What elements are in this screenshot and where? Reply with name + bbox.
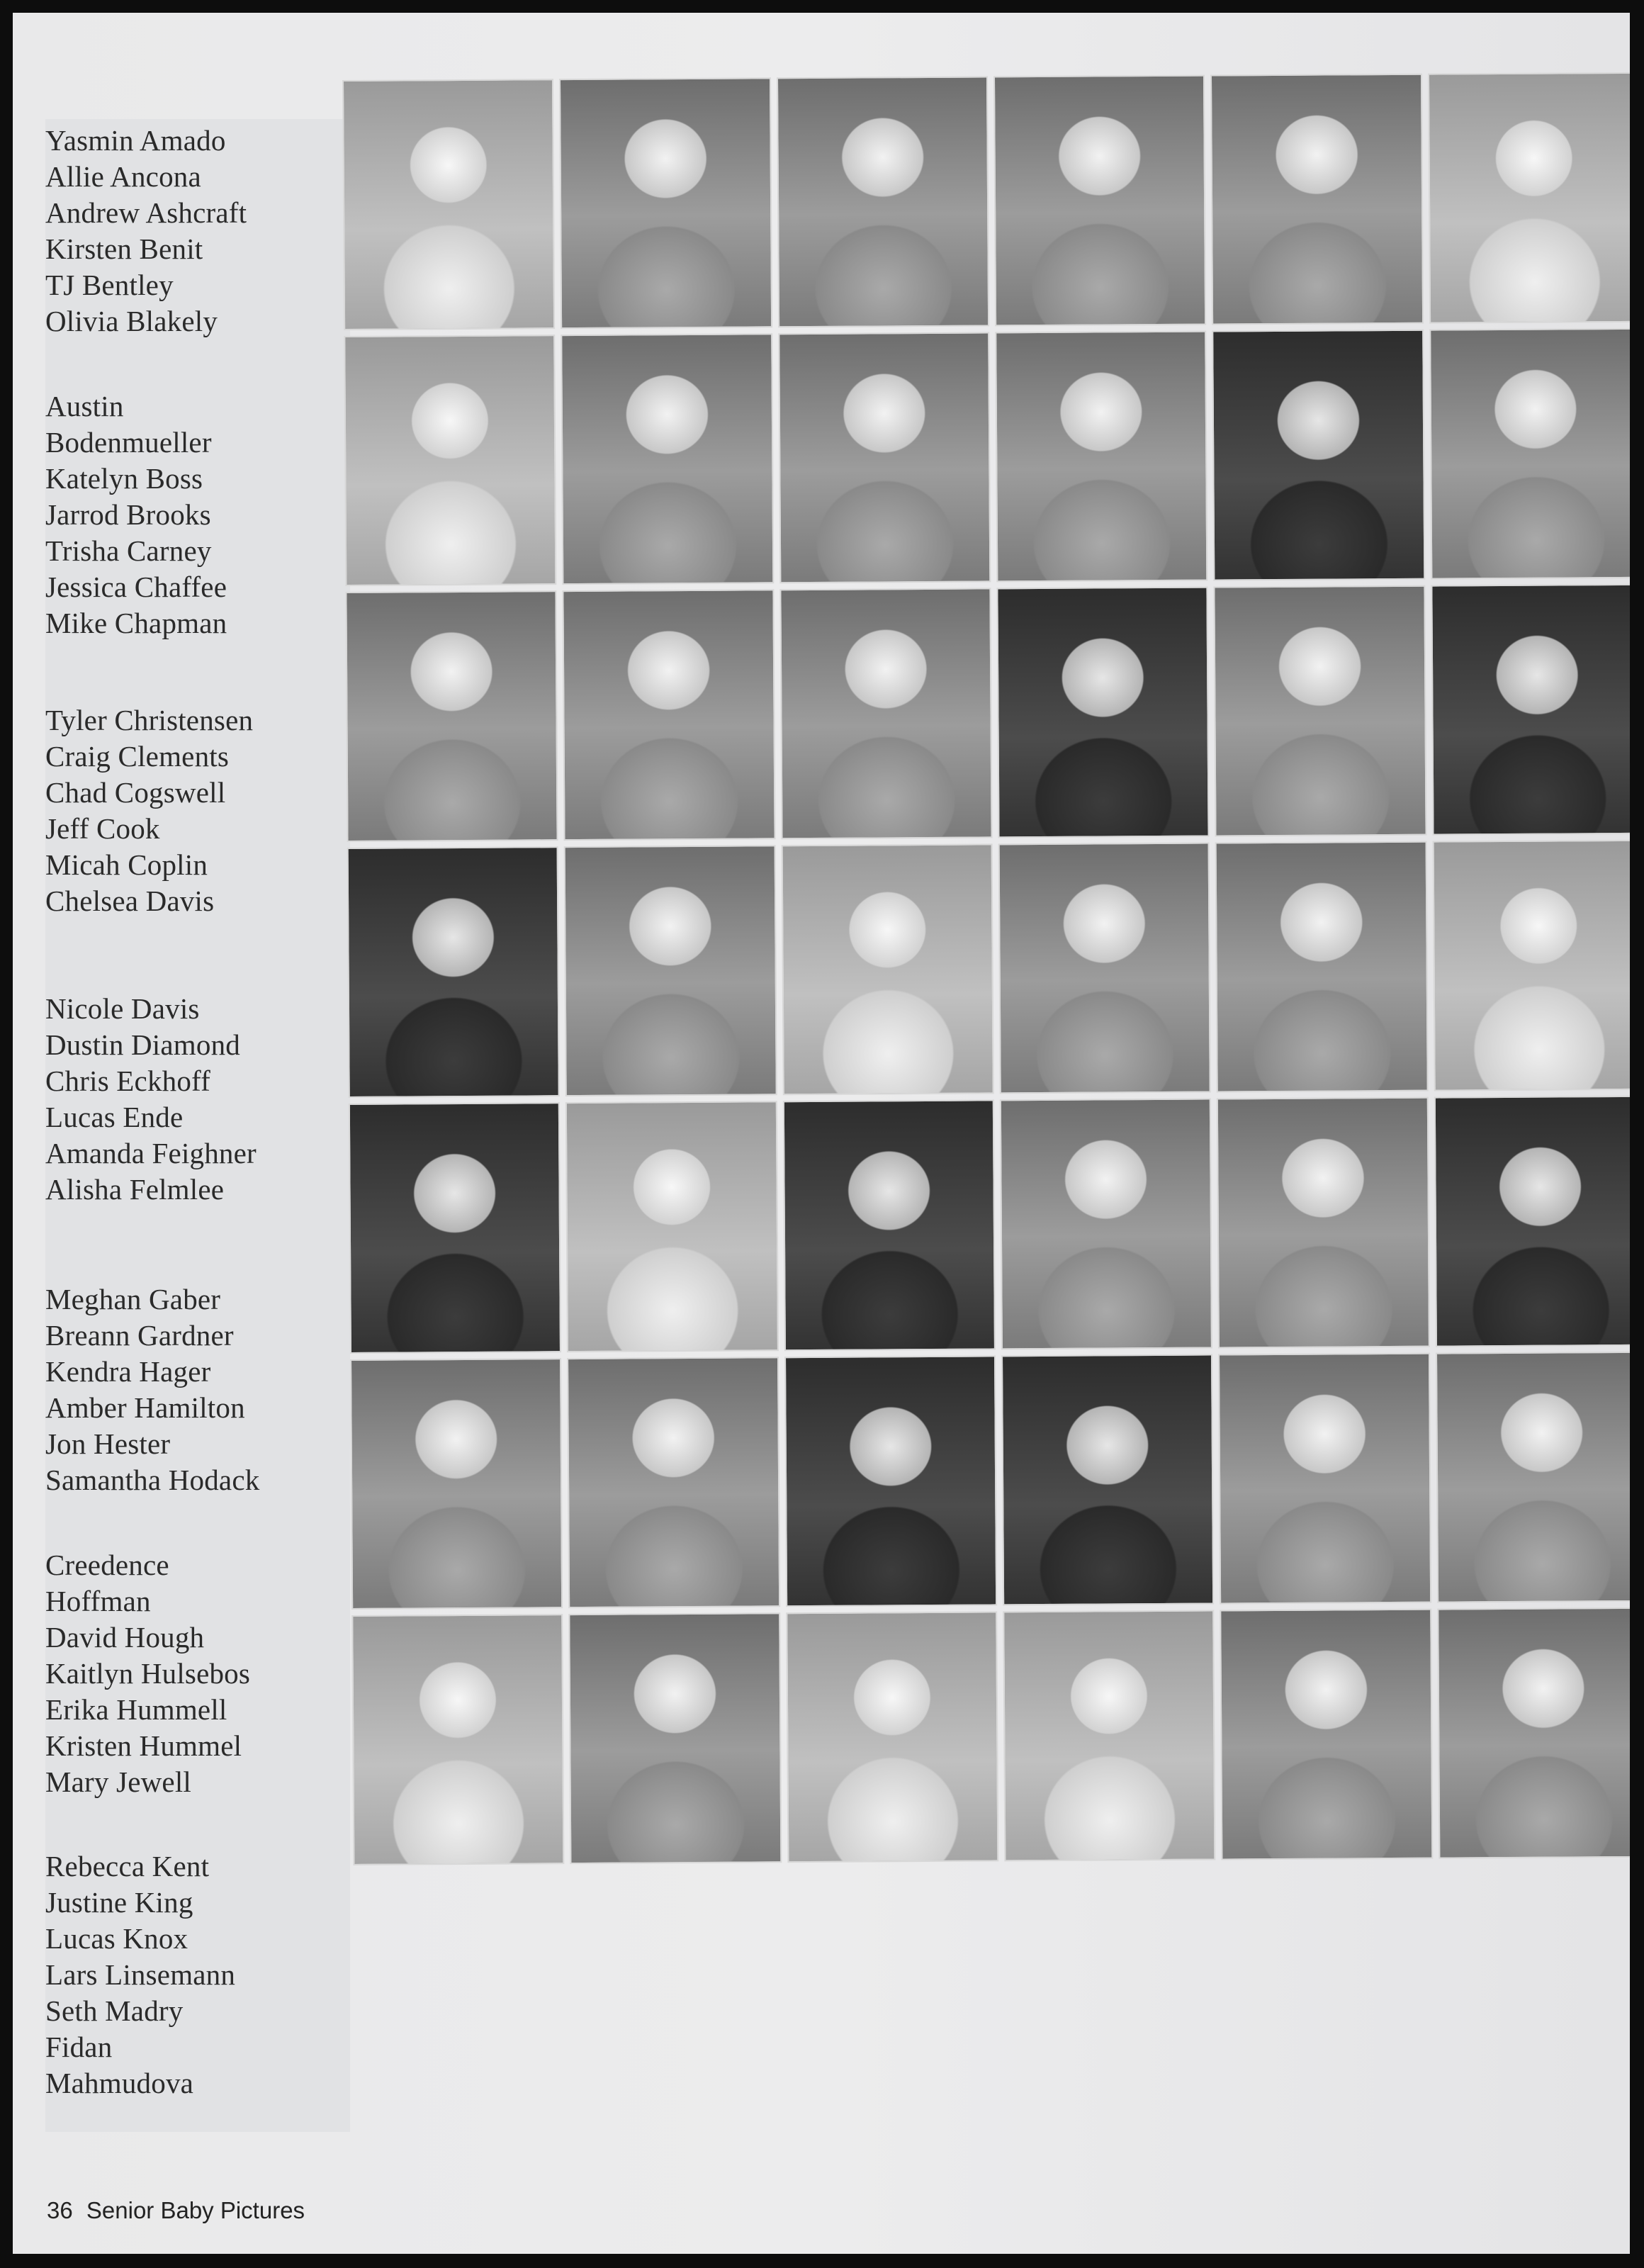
baby-photo bbox=[998, 843, 1211, 1094]
student-name: Allie Ancona bbox=[45, 160, 201, 193]
baby-photo bbox=[559, 77, 772, 329]
baby-photo bbox=[1214, 585, 1426, 837]
baby-photo bbox=[351, 1614, 564, 1865]
student-name: Breann Gardner bbox=[45, 1319, 234, 1352]
student-name: Hoffman bbox=[45, 1585, 151, 1617]
student-name: Kaitlyn Hulsebos bbox=[45, 1657, 251, 1690]
student-name: Amanda Feighner bbox=[45, 1137, 257, 1169]
student-name: Rebecca Kent bbox=[45, 1850, 210, 1882]
student-name: Chad Cogswell bbox=[45, 776, 226, 809]
student-name: Lucas Knox bbox=[45, 1922, 188, 1955]
student-name: Kirsten Benit bbox=[45, 232, 203, 265]
baby-photo bbox=[1001, 1354, 1214, 1606]
baby-photo bbox=[996, 587, 1209, 838]
baby-photo bbox=[781, 843, 993, 1095]
student-name: Meghan Gaber bbox=[45, 1283, 221, 1315]
baby-photo bbox=[1436, 1352, 1630, 1603]
student-name: Chelsea Davis bbox=[45, 885, 215, 917]
student-name: Alisha Felmlee bbox=[45, 1173, 225, 1206]
student-name: Kendra Hager bbox=[45, 1355, 211, 1388]
student-name: Andrew Ashcraft bbox=[45, 196, 247, 229]
student-name: TJ Bentley bbox=[45, 269, 174, 301]
student-name: Katelyn Boss bbox=[45, 462, 203, 495]
student-name: Lucas Ende bbox=[45, 1101, 184, 1133]
baby-photo bbox=[349, 1102, 561, 1354]
baby-photo bbox=[563, 589, 775, 841]
student-name: Lars Linsemann bbox=[45, 1958, 236, 1991]
baby-photo bbox=[778, 332, 991, 583]
baby-photo bbox=[786, 1611, 998, 1863]
yearbook-page bbox=[13, 13, 1630, 2254]
baby-photo bbox=[784, 1355, 997, 1607]
student-name: Yasmin Amado bbox=[45, 124, 226, 157]
name-group-4 bbox=[45, 991, 357, 1208]
page-footer bbox=[47, 2197, 312, 2224]
baby-photo bbox=[1220, 1609, 1433, 1860]
student-name: Erika Hummell bbox=[45, 1693, 227, 1726]
student-name: Jarrod Brooks bbox=[45, 498, 211, 531]
baby-photo bbox=[1429, 328, 1630, 580]
baby-photo bbox=[344, 335, 556, 586]
baby-photo bbox=[1212, 330, 1425, 581]
student-name: Amber Hamilton bbox=[45, 1391, 245, 1424]
baby-photo bbox=[1003, 1610, 1215, 1862]
name-group-3 bbox=[45, 702, 357, 919]
baby-photo bbox=[564, 845, 777, 1096]
baby-photo bbox=[350, 1358, 563, 1610]
student-name: Samantha Hodack bbox=[45, 1464, 260, 1496]
student-name: Fidan bbox=[45, 2031, 113, 2063]
baby-photo bbox=[782, 1099, 995, 1351]
page-number: 36 bbox=[47, 2197, 73, 2223]
baby-photo bbox=[1215, 841, 1428, 1093]
baby-photo bbox=[1000, 1099, 1212, 1350]
baby-photo-grid bbox=[342, 72, 1630, 2121]
student-name: Jessica Chaffee bbox=[45, 571, 227, 603]
baby-photo bbox=[345, 590, 558, 842]
baby-photo bbox=[779, 588, 992, 839]
baby-photo bbox=[569, 1612, 782, 1864]
student-name: Jeff Cook bbox=[45, 812, 160, 845]
baby-photo bbox=[342, 79, 555, 330]
student-name: Trisha Carney bbox=[45, 534, 212, 567]
baby-photo bbox=[1218, 1353, 1431, 1605]
student-name: Mahmudova bbox=[45, 2067, 194, 2099]
baby-photo bbox=[565, 1101, 778, 1352]
baby-photo bbox=[1432, 840, 1630, 1091]
name-group-6 bbox=[45, 1547, 357, 1800]
student-name: Mike Chapman bbox=[45, 607, 227, 639]
section-title: Senior Baby Pictures bbox=[86, 2197, 305, 2223]
baby-photo bbox=[777, 76, 989, 327]
student-name: Craig Clements bbox=[45, 740, 230, 773]
student-name: Dustin Diamond bbox=[45, 1028, 240, 1061]
student-name: Creedence bbox=[45, 1549, 169, 1581]
student-name: Seth Madry bbox=[45, 1994, 184, 2027]
baby-photo bbox=[1217, 1097, 1429, 1349]
student-name: Mary Jewell bbox=[45, 1765, 191, 1798]
name-group-2 bbox=[45, 388, 357, 641]
baby-photo bbox=[995, 331, 1207, 583]
student-name: Justine King bbox=[45, 1886, 193, 1919]
baby-photo bbox=[1210, 74, 1423, 325]
student-name: Bodenmueller bbox=[45, 426, 212, 459]
name-group-1 bbox=[45, 123, 357, 339]
student-name: Olivia Blakely bbox=[45, 305, 218, 337]
baby-photo bbox=[567, 1357, 779, 1608]
student-name: David Hough bbox=[45, 1621, 205, 1654]
name-group-5 bbox=[45, 1281, 357, 1498]
student-name: Kristen Hummel bbox=[45, 1729, 242, 1762]
baby-photo bbox=[347, 846, 560, 1098]
student-name: Austin bbox=[45, 390, 124, 422]
student-name: Chris Eckhoff bbox=[45, 1065, 211, 1097]
student-name: Micah Coplin bbox=[45, 848, 208, 881]
baby-photo bbox=[1428, 72, 1630, 324]
baby-photo bbox=[993, 75, 1206, 327]
baby-photo bbox=[1431, 584, 1630, 836]
name-group-7 bbox=[45, 1848, 357, 2101]
baby-photo bbox=[1437, 1607, 1630, 1859]
student-name: Jon Hester bbox=[45, 1427, 171, 1460]
student-name: Tyler Christensen bbox=[45, 704, 254, 736]
student-name: Nicole Davis bbox=[45, 992, 200, 1025]
names-panel bbox=[45, 119, 350, 2132]
baby-photo bbox=[1434, 1096, 1630, 1347]
baby-photo bbox=[561, 333, 774, 585]
